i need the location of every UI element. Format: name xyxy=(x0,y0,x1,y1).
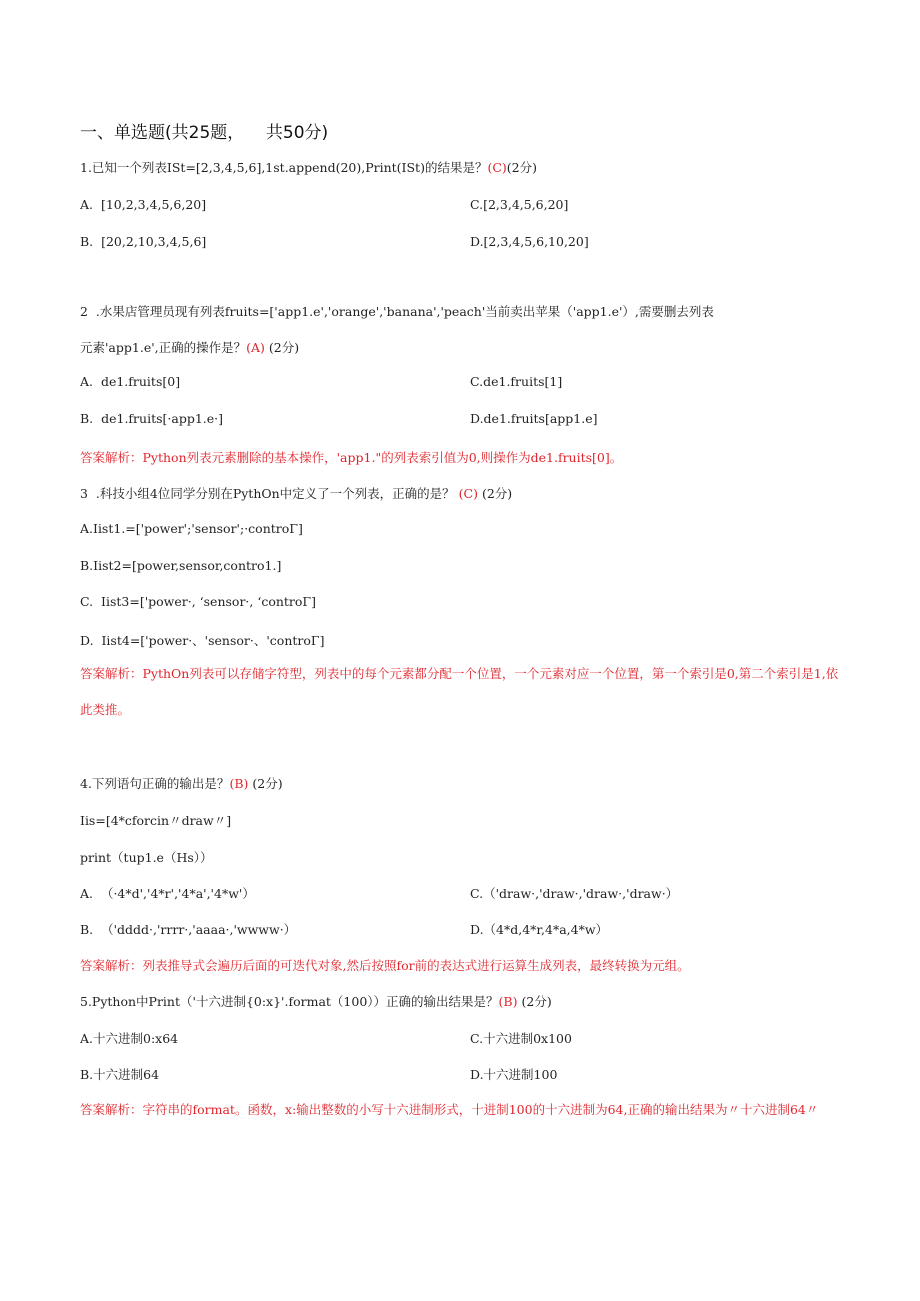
question-2 xyxy=(80,338,299,356)
question-1-score: (2分) xyxy=(506,160,537,175)
q4-explanation: 答案解析：列表推导式会遍历后面的可迭代对象,然后按照for前的表达式进行运算生成列表，最终转换为元组。 xyxy=(80,958,690,973)
q3-option-d: D. Iist4=['power·、'sensor·、'controΓ] xyxy=(80,633,325,648)
question-4-answer: (B) xyxy=(229,776,249,791)
q1-option-d: D.[2,3,4,5,6,10,20] xyxy=(470,234,589,249)
q3-option-c: C. Iist3=['power·, ‘sensor·, ‘controΓ] xyxy=(80,594,316,609)
question-3-stem: 3 .科技小组4位同学分别在PythOn中定义了一个列表，正确的是？ xyxy=(80,486,455,501)
q4-option-c: C.（'draw·,'draw·,'draw·,'draw·） xyxy=(470,886,679,901)
question-1 xyxy=(80,158,537,176)
question-4-stem: 4.下列语句正确的输出是？ xyxy=(80,776,230,791)
q5-option-d: D.十六进制100 xyxy=(470,1067,558,1082)
q5-explanation: 答案解析：字符串的format。函数，x:输出整数的小写十六进制形式，十进制100的十六进制为64,正确的输出结果为〃十六进制64〃 xyxy=(80,1102,819,1117)
question-2-score: (2分) xyxy=(268,340,300,355)
q3-option-b: B.Iist2=[power,sensor,contro1.] xyxy=(80,558,282,573)
question-5-score: (2分) xyxy=(521,994,552,1009)
q2-option-a: A. de1.fruits[0] xyxy=(80,374,181,389)
question-1-stem: 1.已知一个列表ISt=[2,3,4,5,6],1st.append(20),Print(ISt)的结果是？ xyxy=(80,160,488,175)
question-5 xyxy=(80,992,552,1010)
q4-option-d: D.（4*d,4*r,4*a,4*w） xyxy=(470,922,609,937)
q2-option-d: D.de1.fruits[app1.e] xyxy=(470,411,598,426)
q3-explanation: 答案解析：PythOn列表可以存储字符型，列表中的每个元素都分配一个位置，一个元素对应一个位置，第一个索引是0,第二个索引是1,依此类推。 xyxy=(80,666,839,717)
question-1-answer: (C) xyxy=(487,160,507,175)
question-2-stem-line2: 元素'app1.e',正确的操作是？ xyxy=(80,340,247,355)
q5-option-b: B.十六进制64 xyxy=(80,1067,160,1082)
question-4 xyxy=(80,774,283,792)
q5-option-c: C.十六进制0x100 xyxy=(470,1031,572,1046)
q2-explanation: 答案解析：Python列表元素删除的基本操作，'app1."的列表索引值为0,则操作为de1.fruits[0]。 xyxy=(80,450,623,465)
q2-option-c: C.de1.fruits[1] xyxy=(470,374,563,389)
q4-code-line2: print（tup1.e（Hs）） xyxy=(80,850,213,865)
q1-option-c: C.[2,3,4,5,6,20] xyxy=(470,197,569,212)
q1-option-b: B. [20,2,10,3,4,5,6] xyxy=(80,234,207,249)
q4-code-line1: Iis=[4*cforcin〃draw〃] xyxy=(80,813,232,828)
q4-option-a: A. （·4*d','4*r','4*a','4*w'） xyxy=(80,886,255,901)
question-3 xyxy=(80,484,512,502)
q2-option-b: B. de1.fruits[·app1.e·] xyxy=(80,411,223,426)
question-5-answer: (B) xyxy=(498,994,518,1009)
q4-option-b: B. （'dddd·,'rrrr·,'aaaa·,'wwww·） xyxy=(80,922,297,937)
question-5-stem: 5.Python中Print（'十六进制{0:x}'.format（100））正确的输出结果是？ xyxy=(80,994,499,1009)
q1-option-a: A. [10,2,3,4,5,6,20] xyxy=(80,197,207,212)
q5-option-a: A.十六进制0:x64 xyxy=(80,1031,179,1046)
section-title: 一、单选题(共25题， 共50分) xyxy=(80,123,329,143)
question-3-answer: (C) xyxy=(458,486,478,501)
question-2-answer: (A) xyxy=(246,340,265,355)
question-4-score: (2分) xyxy=(252,776,283,791)
question-3-score: (2分) xyxy=(481,486,513,501)
question-2-stem-line1: 2 .水果店管理员现有列表fruits=['app1.e','orange','banana','peach'当前卖出苹果（'app1.e'）,需要删去列表 xyxy=(80,304,714,319)
q3-option-a: A.Iist1.=['power';'sensor';·controΓ] xyxy=(80,521,303,536)
